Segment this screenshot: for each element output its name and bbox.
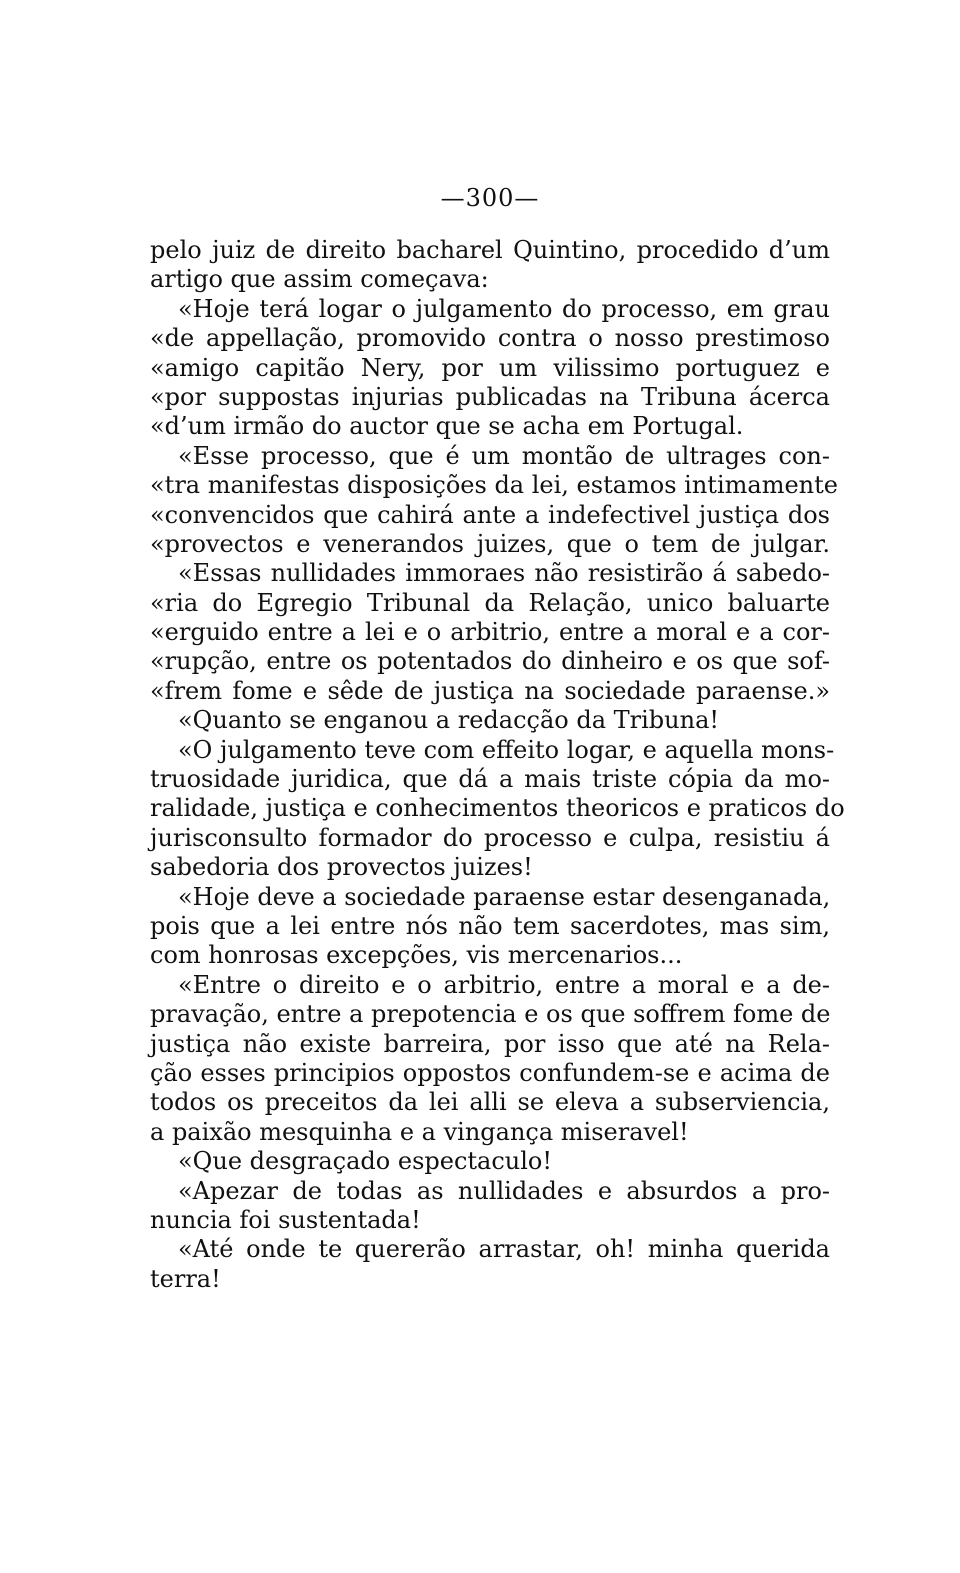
text-line: «d’um irmão do auctor que se acha em Portugal. — [150, 412, 744, 441]
text-line: a paixão mesquinha e a vingança miseravel! — [150, 1117, 689, 1146]
text-line: «provectos e venerandos juizes, que o tem de julgar. — [150, 529, 830, 558]
text-line: jurisconsulto formador do processo e culpa, resistiu á — [150, 823, 830, 852]
text-line: ção esses principios oppostos confundem-se e acima de — [150, 1058, 830, 1087]
text-line: «Esse processo, que é um montão de ultrages con- — [178, 441, 830, 470]
text-line: sabedoria dos provectos juizes! — [150, 853, 533, 882]
text-line: «frem fome e sêde de justiça na sociedade paraense.» — [150, 676, 830, 705]
text-line: justiça não existe barreira, por isso que até na Rela- — [150, 1029, 830, 1058]
page-number: —300— — [440, 184, 540, 212]
text-line: «Quanto se enganou a redacção da Tribuna! — [178, 706, 720, 735]
body-text — [150, 236, 845, 1294]
text-line: «ria do Egregio Tribunal da Relação, unico baluarte — [150, 588, 830, 617]
text-line: «amigo capitão Nery, por um vilissimo portuguez e — [150, 353, 830, 382]
text-line: nuncia foi sustentada! — [150, 1205, 421, 1234]
text-line: todos os preceitos da lei alli se eleva a subserviencia, — [150, 1088, 830, 1117]
text-line: «Que desgraçado espectaculo! — [178, 1147, 553, 1176]
text-line: «Entre o direito e o arbitrio, entre a moral e a de- — [178, 970, 830, 999]
text-line: «tra manifestas disposições da lei, estamos intimamente — [150, 471, 838, 500]
text-line: «por suppostas injurias publicadas na Tribuna ácerca — [150, 382, 830, 411]
text-line: truosidade juridica, que dá a mais triste cópia da mo- — [150, 765, 830, 794]
text-line: pravação, entre a prepotencia e os que soffrem fome de — [150, 1000, 831, 1029]
text-line: «Até onde te quererão arrastar, oh! minha querida — [178, 1235, 830, 1264]
text-line: com honrosas excepções, vis mercenarios... — [150, 941, 683, 970]
text-line: artigo que assim começava: — [150, 265, 489, 294]
text-line: «erguido entre a lei e o arbitrio, entre a moral e a cor- — [150, 618, 830, 647]
text-line: «O julgamento teve com effeito logar, e aquella mons- — [178, 735, 835, 764]
text-line: pois que a lei entre nós não tem sacerdotes, mas sim, — [150, 911, 830, 940]
text-line: «Hoje deve a sociedade paraense estar desenganada, — [178, 882, 831, 911]
text-line: «convencidos que cahirá ante a indefectivel justiça dos — [150, 500, 830, 529]
text-line: pelo juiz de direito bacharel Quintino, procedido d’um — [150, 236, 830, 264]
text-line: «Apezar de todas as nullidades e absurdos a pro- — [178, 1176, 830, 1205]
text-line: «Hoje terá logar o julgamento do processo, em grau — [178, 294, 830, 323]
text-line: terra! — [150, 1264, 221, 1293]
text-line: ralidade, justiça e conhecimentos theoricos e praticos do — [150, 794, 845, 823]
text-line: «de appellação, promovido contra o nosso prestimoso — [150, 324, 830, 353]
text-line: «rupção, entre os potentados do dinheiro e os que sof- — [150, 647, 830, 676]
book-page — [150, 182, 845, 1294]
text-line: «Essas nullidades immoraes não resistirão á sabedo- — [178, 559, 830, 588]
